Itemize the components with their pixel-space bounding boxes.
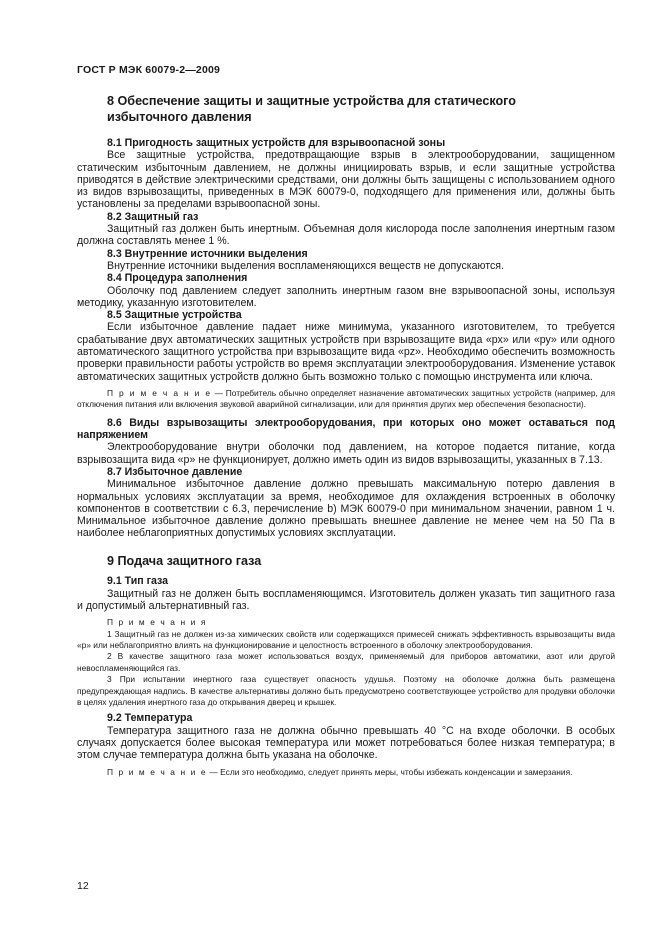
section-9-2-heading: 9.2 Температура — [107, 712, 193, 725]
section-8-1-heading: 8.1 Пригодность защитных устройств для взрывоопасной зоны — [107, 137, 446, 149]
section-8-4-heading: 8.4 Процедура заполнения — [107, 272, 248, 285]
section-9-1-notes-label: П р и м е ч а н и я — [107, 617, 207, 628]
document-header: ГОСТ Р МЭК 60079-2—2009 — [77, 64, 221, 76]
page-number: 12 — [77, 880, 89, 892]
section-8-5-heading: 8.5 Защитные устройства — [107, 309, 242, 322]
section-8-7-paragraph: Минимальное избыточное давление должно превышать максимальную потерю давления в нормальных условиях эксплуатации за время, необходимое для охлаждения встроенных в оболочку компонентов в соответствии с 6.3, перечисление b) МЭК 60079-0 при минимальном значении, равном 1 ч. Минимальное избыточное давление должно превышать внешнее давление не менее чем на 50 Па в наиболее неблагоприятных допустимых условиях эксплуатации. — [77, 478, 615, 540]
section-9-title: 9 Подача защитного газа — [107, 553, 262, 568]
note-text: — Потребитель обычно определяет назначение автоматических защитных устройств (например, для отключения питания или включения звуковой аварийной сигнализации, или для принятия других мер обеспечения безопасности). — [77, 387, 615, 410]
note-label: П р и м е ч а н и е — [107, 766, 208, 777]
section-9-1-paragraph: Защитный газ не должен быть воспламеняющимся. Изготовитель должен указать тип защитного газа и допустимый альтернативный газ. — [77, 587, 615, 612]
section-8-2-heading: 8.2 Защитный газ — [107, 210, 199, 223]
section-8-4-paragraph: Оболочку под давлением следует заполнить инертным газом вне взрывоопасной зоны, используя методику, указанную изготовителем. — [77, 284, 615, 309]
section-8-7-heading: 8.7 Избыточное давление — [107, 465, 243, 478]
section-8-2-paragraph: Защитный газ должен быть инертным. Объемная доля кислорода после заполнения инертным газом должна составлять менее 1 %. — [77, 223, 615, 248]
section-8-6-paragraph: Электрооборудование внутри оболочки под давлением, на которое подается питание, когда взрывозащита вида «р» не функционирует, должно иметь один из видов взрывозащиты, указанных в 7.13. — [77, 441, 615, 466]
section-9-2-note — [77, 767, 615, 778]
section-8-5-paragraph: Если избыточное давление падает ниже минимума, указанного изготовителем, то требуется срабатывание двух автоматических защитных устройств при взрывозащите вида «рх» или «ру» или одного автоматического защитного устройства при взрывозащите вида «pz». Необходимо обеспечить возможность проверки правильности работы устройств во время эксплуатации электрооборудования. Изменение уставок автоматических защитных устройств должно быть возможно только с помощью инструмента или ключа. — [77, 321, 615, 383]
section-8-3-paragraph: Внутренние источники выделения воспламеняющихся веществ не допускаются. — [107, 259, 504, 272]
section-9-1-note-2: 2 В качестве защитного газа может использоваться воздух, применяемый для приборов автоматики, азот или другой невоспламеняющийся газ. — [77, 651, 615, 673]
section-8-title — [107, 94, 615, 125]
note-text: — Если это необходимо, следует принять меры, чтобы избежать конденсации и замерзания. — [207, 766, 573, 777]
section-8-6-heading — [77, 417, 615, 442]
section-9-1-note-1: 1 Защитный газ не должен из-за химических свойств или содержащихся примесей снижать эффективность взрывозащиты вида «р» или неблагоприятно влиять на функционирование и целостность встроенного в оболочку электрооборудования. — [77, 628, 615, 650]
section-9-1-heading: 9.1 Тип газа — [107, 575, 169, 588]
section-8-title-line2: избыточного давления — [107, 109, 252, 124]
section-9-1-note-3: 3 При испытании инертного газа существует опасность удушья. Поэтому на оболочке должна быть размещена предупреждающая надпись. В качестве альтернативы должно быть предусмотрено соответствующее устройство для продувки оболочки в целях удаления инертного газа до открывания дверец и крышек. — [77, 674, 615, 707]
page-content — [77, 94, 615, 784]
section-8-5-note — [77, 388, 615, 411]
note-label: П р и м е ч а н и е — [107, 387, 212, 398]
section-8-6-heading-text: 8.6 Виды взрывозащиты электрооборудования, при которых оно может оставаться под напряжением — [77, 416, 615, 442]
section-8-3-heading: 8.3 Внутренние источники выделения — [107, 247, 308, 260]
section-8-1-paragraph: Все защитные устройства, предотвращающие взрыв в электрооборудовании, защищенном статическим избыточным давлением, не должны инициировать взрыв, и если защитные устройства приводятся в действие электрическими средствами, они должны быть защищены с использованием одного из видов взрывозащиты, приведенных в МЭК 60079-0, подходящего для применения или, должны быть установлены за пределами взрывоопасной зоны. — [77, 149, 615, 211]
section-9-2-paragraph: Температура защитного газа не должна обычно превышать 40 °С на входе оболочки. В особых случаях допускается более высокая температура или может потребоваться более низкая температура; в этом случае температура должна быть указана на оболочке. — [77, 724, 615, 762]
section-8-title-line1: 8 Обеспечение защиты и защитные устройства для статического — [107, 94, 516, 108]
